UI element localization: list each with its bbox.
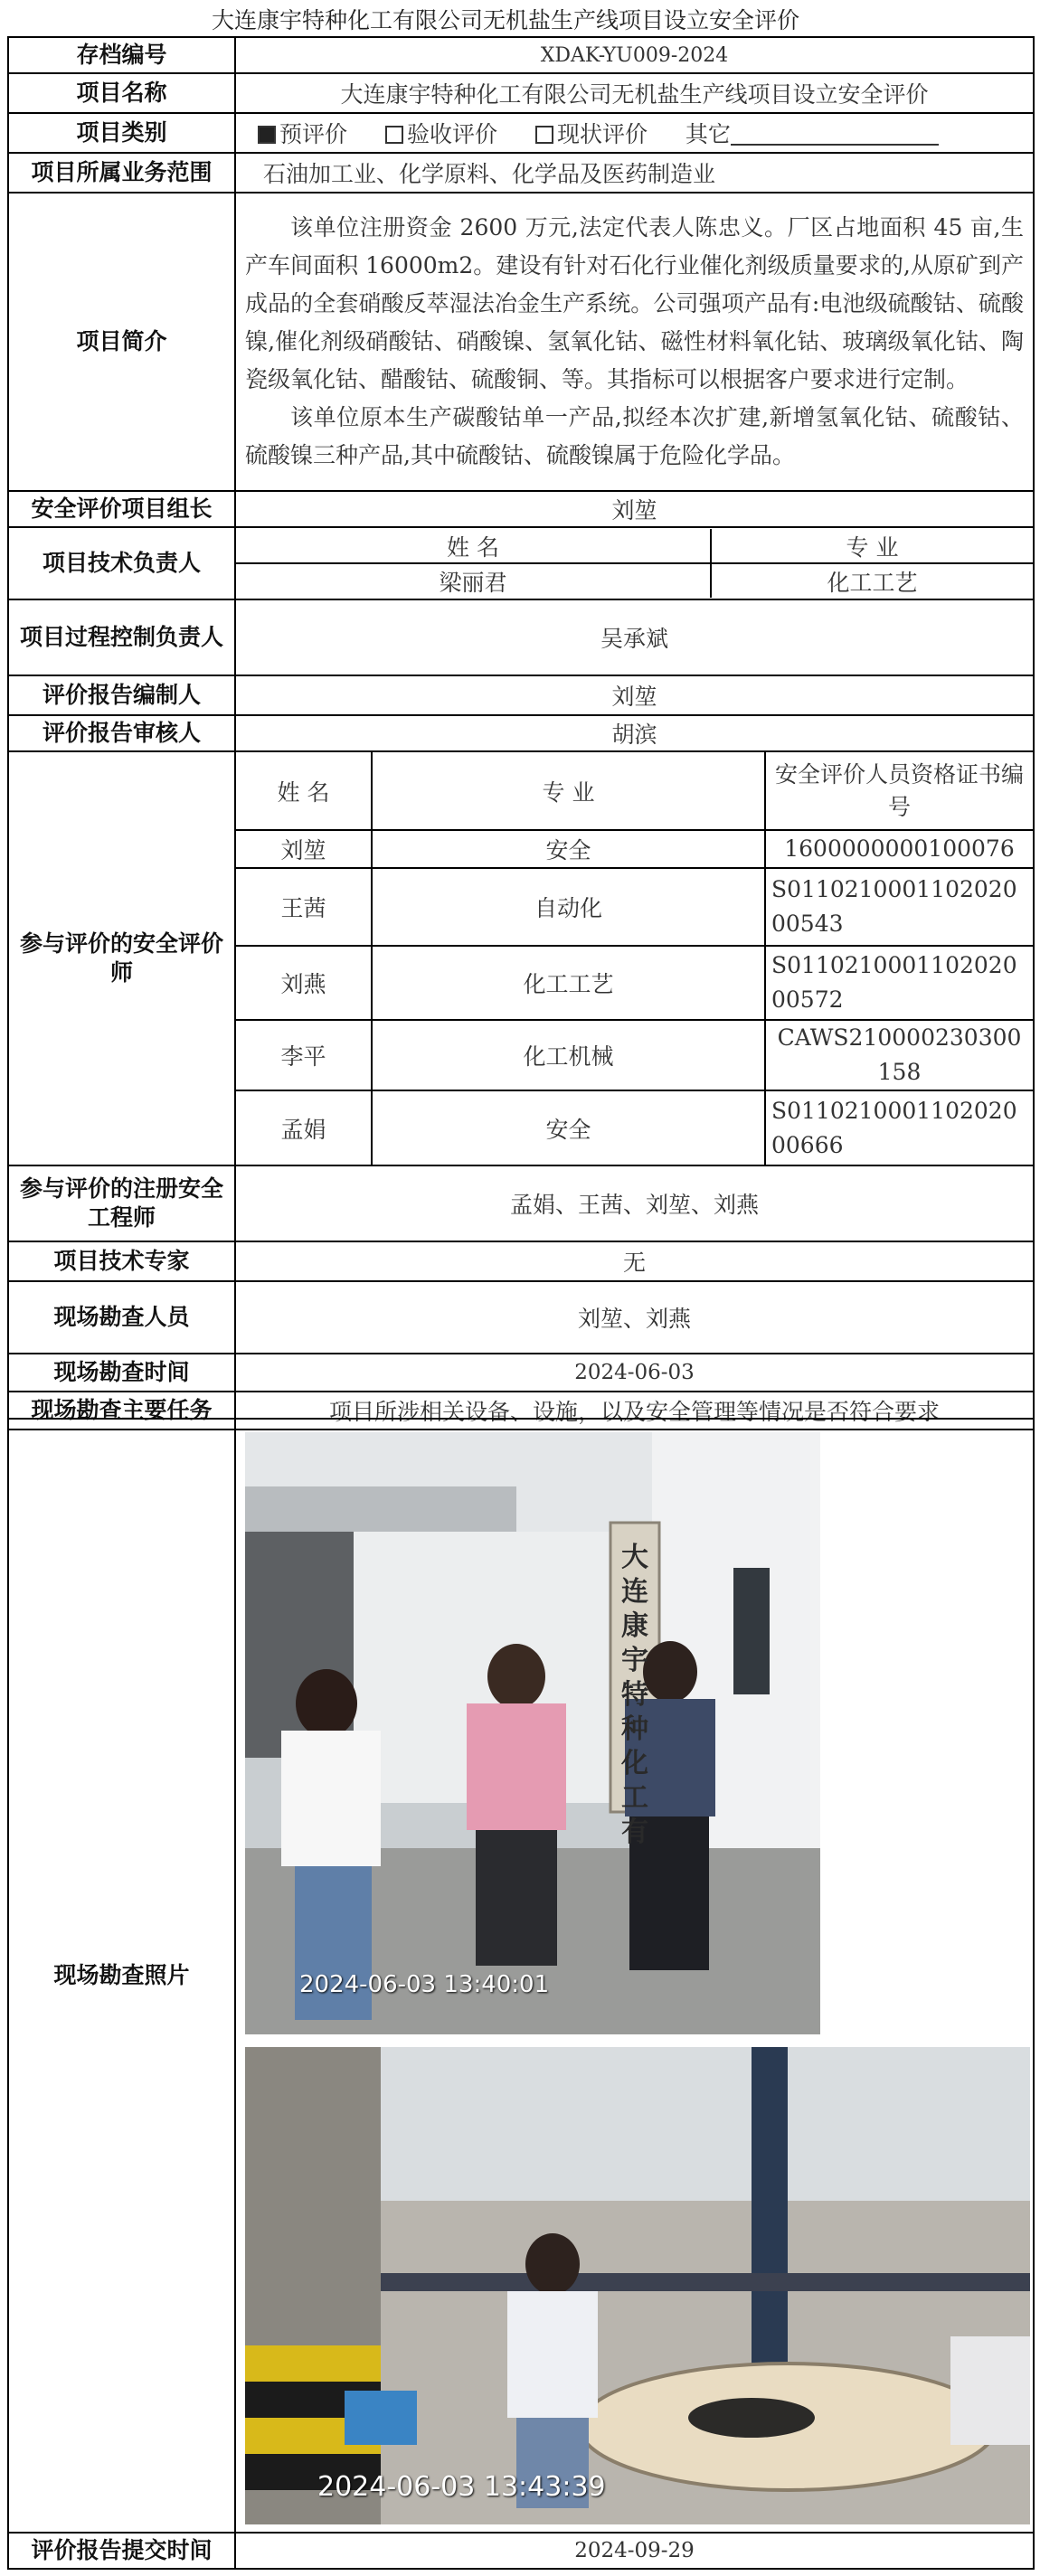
evaluator-major: 化工工艺 — [372, 946, 765, 1020]
site-photos-cell — [235, 1419, 1034, 2533]
row-tech-expert — [8, 1241, 1034, 1281]
evaluator-cert: CAWS210000230300158 — [765, 1020, 1033, 1090]
evaluator-name-header: 姓 名 — [236, 752, 372, 830]
evaluator-major: 安全 — [372, 830, 765, 868]
photo-1-timestamp: 2024-06-03 13:40:01 — [299, 1971, 550, 1998]
evaluator-cert: S011021000110202000666 — [765, 1090, 1033, 1165]
project-type-options — [235, 113, 1034, 153]
team-leader-value: 刘堃 — [235, 491, 1034, 527]
tech-lead-table — [236, 529, 1033, 598]
evaluators-label: 参与评价的安全评价师 — [8, 751, 235, 1165]
site-time-label: 现场勘查时间 — [8, 1354, 235, 1392]
evaluator-name: 李平 — [236, 1020, 372, 1090]
site-time-value: 2024-06-03 — [235, 1354, 1034, 1392]
tech-expert-value: 无 — [235, 1241, 1034, 1281]
process-lead-label: 项目过程控制负责人 — [8, 599, 235, 675]
evaluator-cert: S011021000110202000543 — [765, 868, 1033, 946]
row-report-writer — [8, 675, 1034, 715]
business-scope-label: 项目所属业务范围 — [8, 153, 235, 193]
evaluators-header-row — [236, 752, 1033, 830]
archive-no-value: XDAK-YU009-2024 — [235, 37, 1034, 73]
summary-label: 项目简介 — [8, 193, 235, 491]
type-option-other[interactable]: 其它 — [685, 117, 939, 149]
row-business-scope — [8, 153, 1034, 193]
evaluator-name: 刘堃 — [236, 830, 372, 868]
evaluator-name: 王茜 — [236, 868, 372, 946]
evaluator-major: 自动化 — [372, 868, 765, 946]
safety-engineers-value: 孟娟、王茜、刘堃、刘燕 — [235, 1165, 1034, 1241]
type-option-status[interactable]: 现状评价 — [535, 117, 648, 149]
unchecked-box-icon — [385, 126, 403, 144]
tech-lead-name-header: 姓 名 — [236, 529, 711, 563]
photo-table — [7, 1418, 1035, 2570]
evaluator-row — [236, 868, 1033, 946]
unchecked-box-icon — [535, 126, 553, 144]
project-type-label: 项目类别 — [8, 113, 235, 153]
evaluator-name: 刘燕 — [236, 946, 372, 1020]
archive-no-label: 存档编号 — [8, 37, 235, 73]
summary-paragraph-1: 该单位注册资金 2600 万元,法定代表人陈忠义。厂区占地面积 45 亩,生产车间面积 16000m2。建设有针对石化行业催化剂级质量要求的,从原矿到产成品的全套硝酸反萃湿法冶金生产系统。公司强项产品有:电池级硫酸钴、硫酸镍,催化剂级硝酸钴、硝酸镍、氢氧化钴、磁性材料氧化钴、玻璃级氧化钴、陶瓷级氧化钴、醋酸钴、硫酸铜、等。其指标可以根据客户要求进行定制。 — [245, 214, 1024, 392]
evaluator-major: 化工机械 — [372, 1020, 765, 1090]
photo-1-sign-text: 大连康宇特种化工有 — [621, 1542, 648, 1848]
evaluator-cert-header: 安全评价人员资格证书编号 — [765, 752, 1033, 830]
row-project-type — [8, 113, 1034, 153]
row-report-reviewer — [8, 715, 1034, 751]
site-photo-2-image — [245, 2047, 1030, 2524]
tech-lead-name: 梁丽君 — [236, 563, 711, 598]
row-evaluators — [8, 751, 1034, 1165]
evaluator-row — [236, 1090, 1033, 1165]
submit-time-label: 评价报告提交时间 — [8, 2533, 235, 2569]
row-team-leader — [8, 491, 1034, 527]
row-safety-engineers — [8, 1165, 1034, 1241]
summary-paragraph-2: 该单位原本生产碳酸钴单一产品,拟经本次扩建,新增氢氧化钴、硫酸钴、硫酸镍三种产品,其中硫酸钴、硫酸镍属于危险化学品。 — [245, 404, 1024, 468]
photo-2-timestamp: 2024-06-03 13:43:39 — [317, 2471, 606, 2503]
row-archive-no — [8, 37, 1034, 73]
report-writer-label: 评价报告编制人 — [8, 675, 235, 715]
report-reviewer-label: 评价报告审核人 — [8, 715, 235, 751]
evaluator-major: 安全 — [372, 1090, 765, 1165]
row-project-name — [8, 73, 1034, 113]
row-summary — [8, 193, 1034, 491]
report-writer-value: 刘堃 — [235, 675, 1034, 715]
tech-lead-major: 化工工艺 — [711, 563, 1033, 598]
evaluator-major-header: 专 业 — [372, 752, 765, 830]
site-staff-label: 现场勘查人员 — [8, 1281, 235, 1354]
project-name-label: 项目名称 — [8, 73, 235, 113]
row-process-lead — [8, 599, 1034, 675]
site-photo-1[interactable] — [245, 1432, 820, 2034]
type-option-acceptance[interactable]: 验收评价 — [385, 117, 497, 149]
evaluator-cert: 1600000000100076 — [765, 830, 1033, 868]
team-leader-label: 安全评价项目组长 — [8, 491, 235, 527]
safety-engineers-label: 参与评价的注册安全工程师 — [8, 1165, 235, 1241]
evaluator-cert: S011021000110202000572 — [765, 946, 1033, 1020]
evaluator-row — [236, 830, 1033, 868]
tech-expert-label: 项目技术专家 — [8, 1241, 235, 1281]
site-photos-label: 现场勘查照片 — [8, 1419, 235, 2533]
tech-lead-major-header: 专 业 — [711, 529, 1033, 563]
other-blank-line — [731, 124, 939, 146]
checked-box-icon — [258, 126, 276, 144]
row-tech-lead — [8, 527, 1034, 599]
project-name-value: 大连康宇特种化工有限公司无机盐生产线项目设立安全评价 — [235, 73, 1034, 113]
document-title: 大连康宇特种化工有限公司无机盐生产线项目设立安全评价 — [211, 7, 799, 33]
site-staff-value: 刘堃、刘燕 — [235, 1281, 1034, 1354]
business-scope-value: 石油加工业、化学原料、化学品及医药制造业 — [235, 153, 1034, 193]
evaluator-row — [236, 1020, 1033, 1090]
submit-time-value: 2024-09-29 — [235, 2533, 1034, 2569]
row-site-time — [8, 1354, 1034, 1392]
evaluator-name: 孟娟 — [236, 1090, 372, 1165]
evaluator-row — [236, 946, 1033, 1020]
site-photo-1-image — [245, 1432, 820, 2034]
report-reviewer-value: 胡滨 — [235, 715, 1034, 751]
row-site-staff — [8, 1281, 1034, 1354]
site-photo-2[interactable] — [245, 2047, 1030, 2524]
type-option-pre[interactable]: 预评价 — [258, 117, 347, 149]
summary-text — [235, 193, 1034, 491]
info-table — [7, 36, 1035, 1430]
process-lead-value: 吴承斌 — [235, 599, 1034, 675]
site-task-label: 现场勘查主要任务 — [8, 1392, 235, 1430]
row-submit-time — [8, 2533, 1034, 2569]
site-task-value: 项目所涉相关设备、设施，以及安全管理等情况是否符合要求 — [235, 1392, 1034, 1430]
row-site-photos — [8, 1419, 1034, 2533]
evaluators-table — [236, 752, 1033, 1165]
tech-lead-label: 项目技术负责人 — [8, 527, 235, 599]
